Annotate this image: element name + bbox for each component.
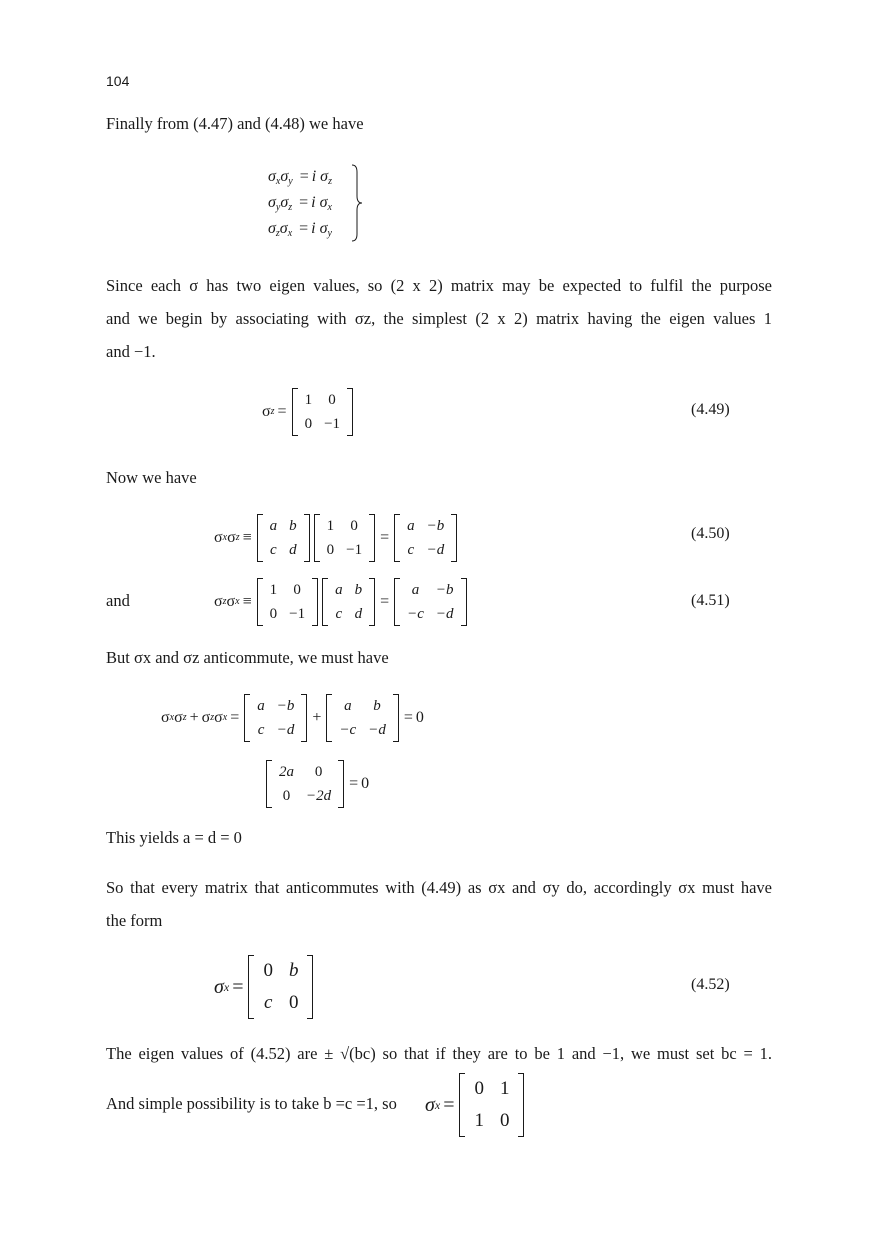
para1-line2: and we begin by associating with σz, the simplest (2 x 2) matrix having the eigen values 1 [106, 309, 772, 328]
equation-4-52: σ x = 0 b c 0 [214, 955, 315, 1019]
matrix: a −b c −d [394, 514, 457, 562]
para1-line1: Since each σ has two eigen values, so (2 x 2) matrix may be expected to fulfil the purpose [106, 276, 772, 295]
sum-result-equation: 2a 0 0 −2d = 0 [264, 760, 369, 808]
right-brace-icon [350, 164, 364, 242]
anticommutator-equation: σ x σ z + σ z σ x = a −b c −d + a b −c −d = 0 [161, 694, 424, 742]
matrix: 1 0 0 −1 [292, 388, 353, 436]
final-text: And simple possibility is to take b =c =1, so [106, 1094, 397, 1113]
equation-label-4-50: (4.50) [691, 525, 730, 542]
matrix: a −b c −d [244, 694, 307, 742]
relation-3: $\sigma_z\sigma_x = i$ $\sigma_y$ [268, 220, 332, 239]
relation-1: $\sigma_x\sigma_y = i$ $\sigma_z$ [268, 168, 332, 187]
equation-4-50: σ x σ z ≡ a b c d 1 0 0 −1 = a −b c −d [214, 514, 459, 562]
matrix: a −b −c −d [394, 578, 466, 626]
final-matrix-equation: σ x = 0 1 1 0 [425, 1073, 526, 1137]
matrix: 2a 0 0 −2d [266, 760, 344, 808]
matrix: 0 1 1 0 [459, 1073, 524, 1137]
para2-line1: So that every matrix that anticommutes with (4.49) as σx and σy do, accordingly σx must have [106, 878, 772, 897]
matrix: 1 0 0 −1 [314, 514, 375, 562]
equation-label-4-51: (4.51) [691, 592, 730, 609]
para2-line2: the form [106, 911, 163, 930]
matrix: 1 0 0 −1 [257, 578, 318, 626]
matrix: a b −c −d [326, 694, 398, 742]
equation-4-49: σ z = 1 0 0 −1 [262, 388, 355, 436]
and-word: and [106, 591, 130, 610]
para1-line3: and −1. [106, 342, 156, 361]
equation-4-51: σ z σ x ≡ 1 0 0 −1 a b c d = a −b −c −d [214, 578, 469, 626]
matrix: 0 b c 0 [248, 955, 313, 1019]
matrix: a b c d [257, 514, 310, 562]
relation-2: $\sigma_y\sigma_z = i$ $\sigma_x$ [268, 194, 332, 213]
matrix: a b c d [322, 578, 375, 626]
equation-label-4-49: (4.49) [691, 401, 730, 418]
intro-text: Finally from (4.47) and (4.48) we have [106, 114, 364, 133]
yields-text: This yields a = d = 0 [106, 828, 242, 847]
anticommute-text: But σx and σz anticommute, we must have [106, 648, 389, 667]
now-we-have-text: Now we have [106, 468, 197, 487]
eigen-values-text: The eigen values of (4.52) are ± √(bc) so that if they are to be 1 and −1, we must set bc = 1. [106, 1044, 772, 1063]
equation-label-4-52: (4.52) [691, 976, 730, 993]
page-number: 104 [106, 73, 130, 89]
